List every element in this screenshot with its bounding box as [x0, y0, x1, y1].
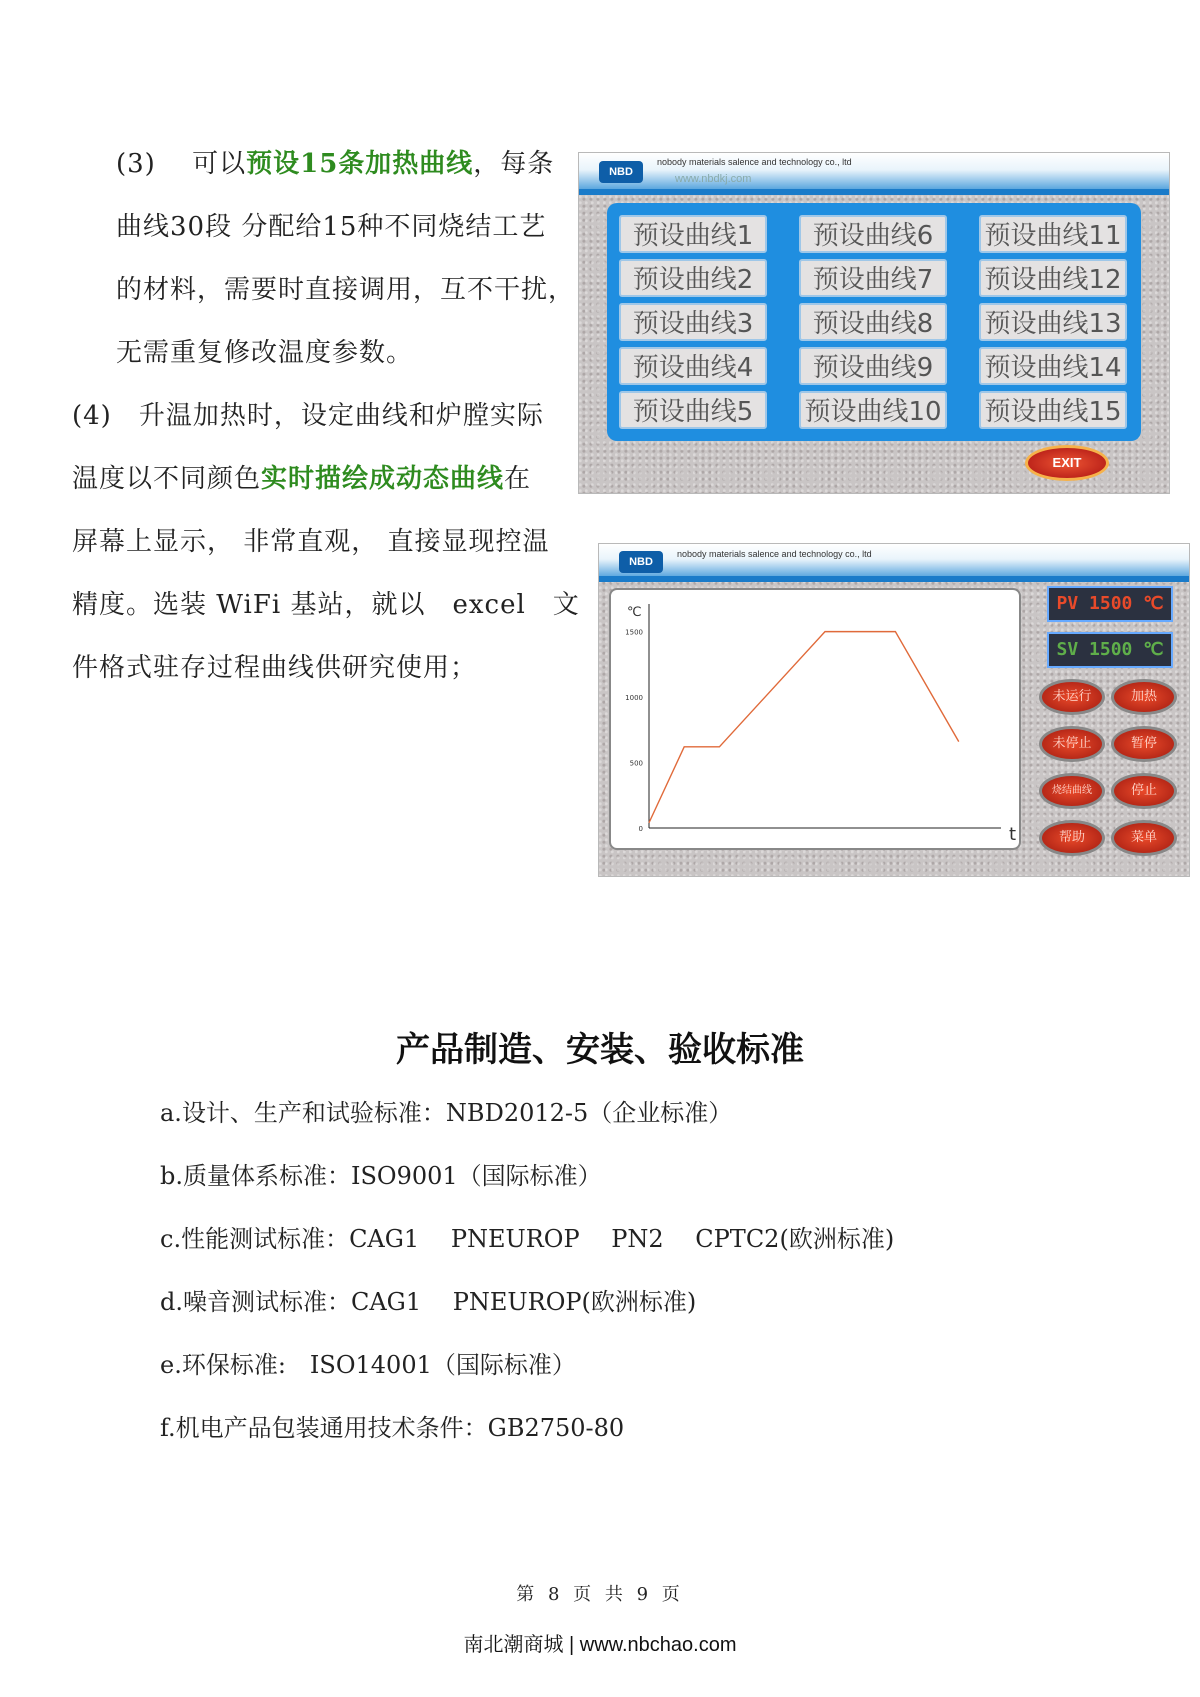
standard-item: b.质量体系标准：ISO9001（国际标准） [160, 1162, 602, 1190]
preset-curve-7-button[interactable]: 预设曲线7 [799, 259, 947, 297]
stop-status-button[interactable]: 未停止 [1039, 726, 1105, 762]
para4-text-end: 在 [504, 464, 532, 494]
nbd-logo: NBD [599, 161, 643, 183]
preset-curve-14-button[interactable]: 预设曲线14 [979, 347, 1127, 385]
paragraph-3 [116, 133, 575, 385]
standard-item: d.噪音测试标准：CAG1 PNEUROP(欧洲标准) [160, 1288, 697, 1316]
temperature-chart-svg [611, 590, 1019, 848]
exit-button[interactable]: EXIT [1025, 445, 1109, 481]
preset-curve-4-button[interactable]: 预设曲线4 [619, 347, 767, 385]
series-line [649, 632, 959, 823]
section-heading: 产品制造、安装、验收标准 [396, 1030, 804, 1070]
preset-curve-6-button[interactable]: 预设曲线6 [799, 215, 947, 253]
para3-line-3: 的材料，需要时直接调用，互不干扰， [116, 275, 576, 305]
nbd-logo-2: NBD [619, 551, 663, 573]
company-url: www.nbdkj.com [675, 173, 752, 185]
pv-display: PV 1500 ℃ [1047, 586, 1173, 622]
para3-text-end: ，每条 [473, 149, 555, 179]
preset-curve-15-button[interactable]: 预设曲线15 [979, 391, 1127, 429]
preset-curve-12-button[interactable]: 预设曲线12 [979, 259, 1127, 297]
preset-grid-panel [607, 203, 1141, 441]
run-status-button[interactable]: 未运行 [1039, 679, 1105, 715]
screen1-header [579, 153, 1169, 195]
x-axis-label: t [1009, 824, 1017, 845]
para4-highlight: 实时描绘成动态曲线 [261, 464, 505, 494]
preset-curve-11-button[interactable]: 预设曲线11 [979, 215, 1127, 253]
para3-line-4: 无需重复修改温度参数。 [116, 338, 414, 368]
stop-button[interactable]: 停止 [1111, 773, 1177, 809]
preset-curve-9-button[interactable]: 预设曲线9 [799, 347, 947, 385]
preset-curve-10-button[interactable]: 预设曲线10 [799, 391, 947, 429]
preset-curve-5-button[interactable]: 预设曲线5 [619, 391, 767, 429]
screen2-header [599, 544, 1189, 582]
site-footer: 南北潮商城 | www.nbchao.com [463, 1634, 737, 1656]
pause-button[interactable]: 暂停 [1111, 726, 1177, 762]
menu-button[interactable]: 菜单 [1111, 820, 1177, 856]
standards-list [160, 1082, 894, 1460]
y-tick-label: 1000 [625, 694, 643, 703]
page-number: 第 8 页 共 9 页 [516, 1584, 684, 1605]
help-button[interactable]: 帮助 [1039, 820, 1105, 856]
company-name-2: nobody materials salence and technology co., ltd [677, 549, 872, 559]
para4-line-3: 屏幕上显示， 非常直观， 直接显现控温 [72, 527, 550, 557]
sv-display: SV 1500 ℃ [1047, 632, 1173, 668]
para4-line-5: 件格式驻存过程曲线供研究使用； [72, 653, 478, 683]
para3-text: (3) 可以 [116, 149, 247, 179]
para3-line-2: 曲线30段 分配给15种不同烧结工艺 [116, 212, 547, 242]
para4-text: 温度以不同颜色 [72, 464, 262, 494]
live-curve-screen [598, 543, 1190, 877]
para4-line-1: (4) 升温加热时，设定曲线和炉膛实际 [72, 401, 544, 431]
standard-item: e.环保标准: ISO14001（国际标准） [160, 1351, 576, 1379]
heat-button[interactable]: 加热 [1111, 679, 1177, 715]
y-tick-label: 500 [629, 759, 643, 768]
para3-highlight: 预设15条加热曲线 [246, 149, 474, 179]
company-name: nobody materials salence and technology co., ltd [657, 157, 852, 167]
para4-line-4: 精度。选装 WiFi 基站，就以 excel 文 [72, 590, 580, 620]
standard-item: f.机电产品包装通用技术条件：GB2750-80 [160, 1414, 625, 1442]
preset-curve-3-button[interactable]: 预设曲线3 [619, 303, 767, 341]
standard-item: a.设计、生产和试验标准：NBD2012-5（企业标准） [160, 1099, 733, 1127]
preset-curve-13-button[interactable]: 预设曲线13 [979, 303, 1127, 341]
y-tick-label: 1500 [625, 628, 643, 637]
preset-curve-1-button[interactable]: 预设曲线1 [619, 215, 767, 253]
standard-item: c.性能测试标准：CAG1 PNEUROP PN2 CPTC2(欧洲标准) [160, 1225, 895, 1253]
sinter-curve-button[interactable]: 烧结曲线 [1039, 773, 1105, 809]
preset-curve-screen [578, 152, 1170, 494]
y-tick-label: 0 [638, 825, 643, 833]
preset-curve-8-button[interactable]: 预设曲线8 [799, 303, 947, 341]
temperature-chart [609, 588, 1021, 850]
preset-curve-2-button[interactable]: 预设曲线2 [619, 259, 767, 297]
y-axis-label: ℃ [627, 605, 642, 620]
paragraph-4 [72, 385, 580, 700]
